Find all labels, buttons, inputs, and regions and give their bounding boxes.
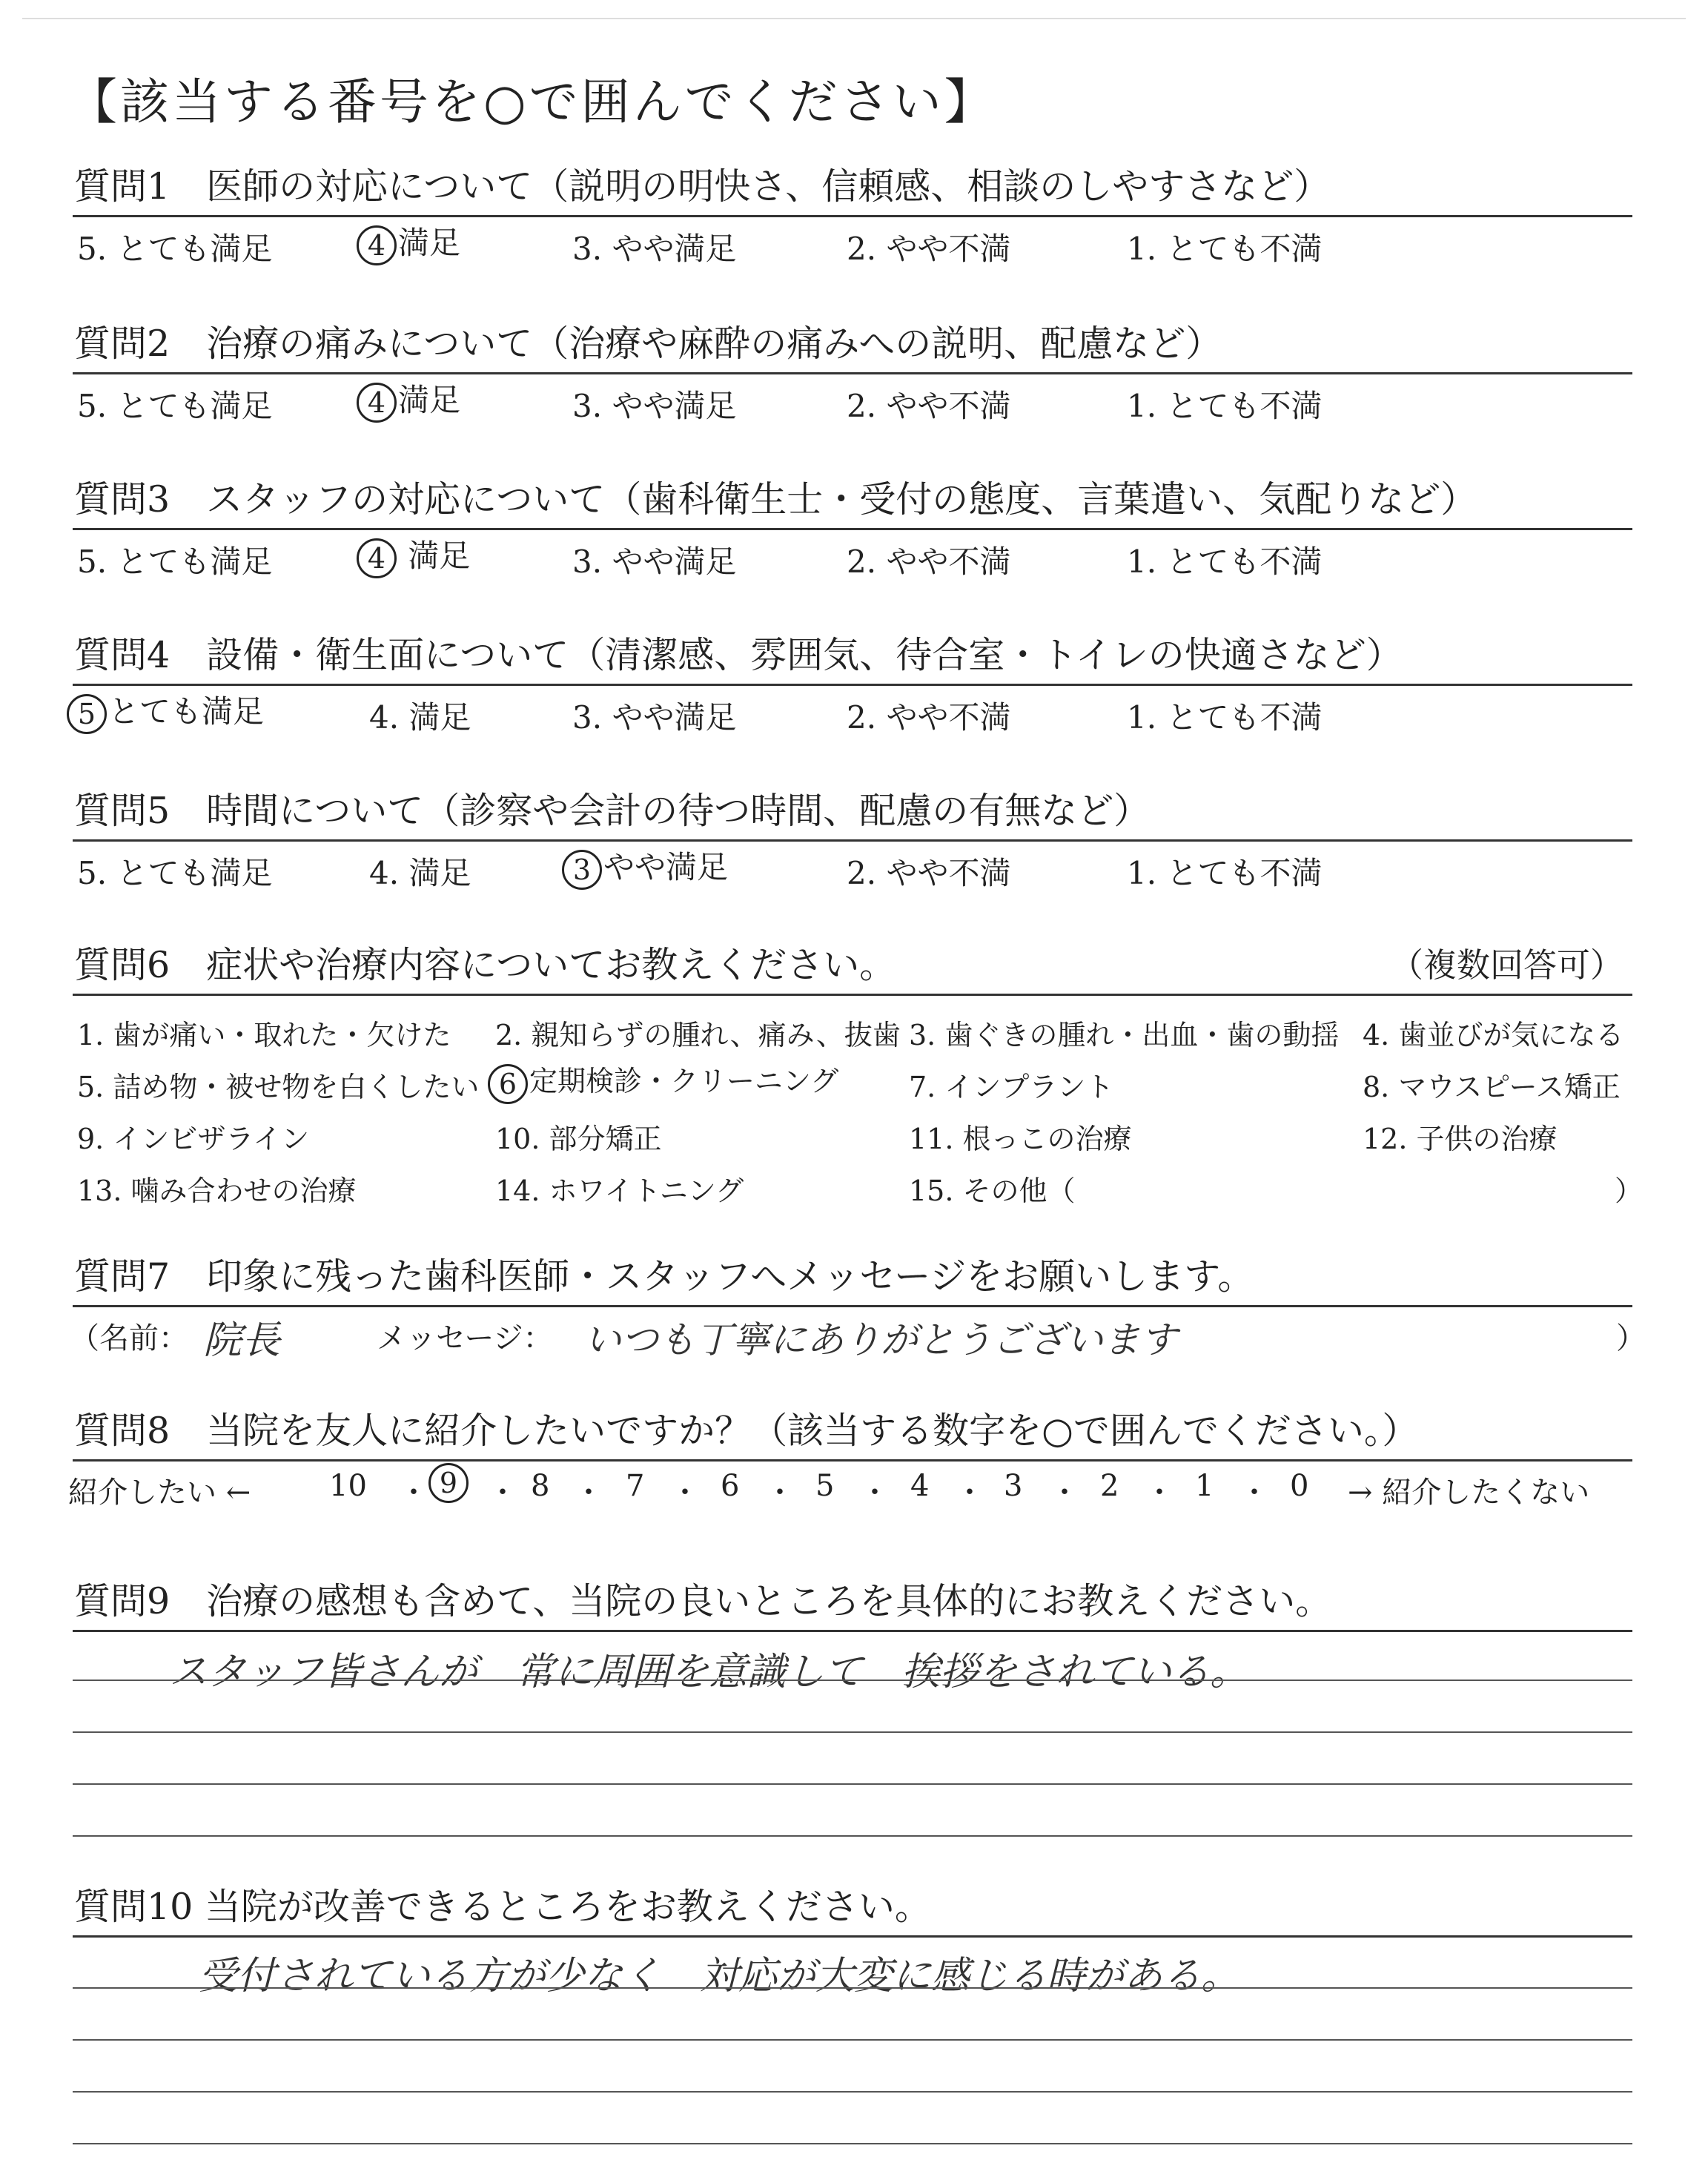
symptom-item[interactable]: 10. 部分矯正 — [495, 1123, 662, 1155]
dot: ・ — [860, 1476, 890, 1510]
question-6-title — [73, 942, 1632, 989]
writing-line — [73, 1680, 1632, 1681]
question-5-options — [73, 842, 1632, 889]
symptom-item-other[interactable]: 15. その他（ — [909, 1175, 1076, 1207]
option-1[interactable] — [1127, 382, 1322, 426]
option-num: 4. — [369, 855, 400, 891]
question-9-title: 質問9 治療の感想も含めて、当院の良いところを具体的にお教えください。 — [74, 1580, 1332, 1622]
option-3[interactable] — [572, 225, 736, 269]
option-label: 満足 — [408, 538, 471, 574]
option-2[interactable] — [847, 693, 1010, 738]
question-1-options — [73, 217, 1632, 265]
option-num: 1. — [1127, 231, 1157, 267]
recommend-right-label: → 紹介したくない — [1348, 1476, 1590, 1510]
option-label: 満足 — [398, 225, 461, 261]
option-label: とても不満 — [1166, 388, 1323, 424]
writing-line — [73, 1987, 1632, 1989]
option-label: やや満足 — [612, 544, 737, 580]
symptom-item[interactable]: 5. 詰め物・被せ物を白くしたい — [77, 1071, 480, 1103]
question-7-title: 質問7 印象に残った歯科医師・スタッフへメッセージをお願いします。 — [74, 1255, 1254, 1298]
symptom-item[interactable]: 12. 子供の治療 — [1363, 1123, 1558, 1155]
option-label: やや満足 — [603, 849, 729, 885]
selection-circle: 9 — [428, 1463, 469, 1503]
selection-circle: 4 — [357, 383, 397, 423]
option-label: やや満足 — [612, 231, 737, 267]
option-num: 1. — [1127, 855, 1157, 891]
message-label: メッセージ： — [377, 1321, 553, 1355]
option-5-selected[interactable] — [67, 687, 264, 734]
question-9 — [73, 1578, 1632, 1694]
symptom-item[interactable]: 9. インビザライン — [77, 1123, 310, 1155]
option-label: やや満足 — [612, 388, 737, 424]
score-5[interactable]: 5 — [815, 1469, 835, 1503]
dot: ・ — [955, 1476, 984, 1510]
question-4-title: 質問4 設備・衛生面について（清潔感、雰囲気、待合室・トイレの快適さなど） — [74, 634, 1403, 676]
option-num: 2. — [847, 231, 877, 267]
option-5[interactable] — [77, 382, 272, 426]
dot: ・ — [1239, 1476, 1269, 1510]
option-label: とても不満 — [1166, 855, 1323, 891]
option-3[interactable] — [572, 693, 736, 738]
selection-circle: 4 — [357, 538, 397, 578]
symptom-item[interactable]: 14. ホワイトニング — [495, 1175, 744, 1207]
option-3[interactable] — [572, 382, 736, 426]
option-3[interactable] — [572, 538, 736, 582]
score-0[interactable]: 0 — [1290, 1469, 1309, 1503]
option-2[interactable] — [847, 382, 1010, 426]
dot: ・ — [765, 1476, 795, 1510]
option-3-selected[interactable] — [562, 843, 728, 890]
question-4-options — [73, 686, 1632, 736]
question-3-options — [73, 530, 1632, 578]
option-label: 満足 — [408, 855, 471, 891]
option-num: 5. — [77, 855, 107, 891]
symptom-item[interactable]: 4. 歯並びが気になる — [1363, 1019, 1624, 1051]
symptom-item[interactable]: 13. 噛み合わせの治療 — [77, 1175, 357, 1207]
dot: ・ — [1145, 1476, 1174, 1510]
option-4[interactable] — [369, 849, 471, 894]
option-4[interactable] — [369, 693, 471, 738]
option-num: 2. — [847, 544, 877, 580]
question-2-options — [73, 374, 1632, 422]
writing-line — [73, 1731, 1632, 1733]
option-4-selected[interactable] — [357, 376, 460, 423]
question-1-title: 質問1 医師の対応について（説明の明快さ、信頼感、相談のしやすさなど） — [74, 165, 1331, 208]
option-2[interactable] — [847, 225, 1010, 269]
option-label: やや不満 — [886, 699, 1011, 736]
writing-line — [73, 2143, 1632, 2144]
score-9-selected[interactable] — [428, 1463, 470, 1503]
option-num: 3. — [572, 388, 603, 424]
option-num: 1. — [1127, 544, 1157, 580]
rule — [73, 1630, 1632, 1632]
question-8 — [68, 1407, 1632, 1510]
option-num: 3. — [572, 544, 603, 580]
selection-circle: 5 — [67, 694, 107, 734]
symptom-checklist — [73, 996, 1644, 1218]
option-4-selected[interactable] — [357, 219, 460, 265]
option-1[interactable] — [1127, 693, 1322, 738]
dot: ・ — [670, 1476, 700, 1510]
option-1[interactable] — [1127, 538, 1322, 582]
score-10[interactable]: 10 — [329, 1469, 367, 1503]
multiple-answer-note: （複数回答可） — [1389, 945, 1623, 985]
option-1[interactable] — [1127, 225, 1322, 269]
option-label: やや不満 — [886, 855, 1011, 891]
option-num: 1. — [1127, 699, 1157, 736]
question-6-title-text: 質問6 症状や治療内容についてお教えください。 — [74, 944, 896, 986]
dot: ・ — [574, 1476, 603, 1510]
symptom-item[interactable]: 3. 歯ぐきの腫れ・出血・歯の動揺 — [909, 1019, 1340, 1051]
option-num: 5. — [77, 544, 107, 580]
selection-circle: 4 — [357, 225, 397, 265]
writing-line — [73, 1783, 1632, 1785]
symptom-item-6-selected[interactable] — [488, 1058, 838, 1104]
question-10 — [73, 1883, 1632, 1998]
score-4[interactable]: 4 — [910, 1469, 930, 1503]
option-5[interactable] — [77, 225, 272, 269]
option-label: 満足 — [408, 699, 471, 736]
symptom-item[interactable]: 7. インプラント — [909, 1071, 1114, 1103]
instruction-header: 【該当する番号を○で囲んでください】 — [68, 73, 996, 131]
symptom-item[interactable]: 8. マウスピース矯正 — [1363, 1071, 1621, 1103]
selection-circle: 3 — [562, 850, 602, 890]
question-5-title: 質問5 時間について（診察や会計の待つ時間、配慮の有無など） — [74, 790, 1151, 832]
question-2 — [73, 320, 1632, 422]
q9-answer[interactable]: スタッフ皆さんが 常に周囲を意識して 挨拶をされている。 — [169, 1650, 1249, 1694]
option-label: とても満足 — [116, 855, 273, 891]
option-num: 1. — [1127, 388, 1157, 424]
question-5 — [73, 787, 1632, 889]
writing-line — [73, 2091, 1632, 2093]
score-2[interactable]: 2 — [1100, 1469, 1119, 1503]
option-label: とても満足 — [116, 544, 273, 580]
option-4-selected[interactable] — [357, 532, 470, 578]
message-close-paren: ） — [1616, 1321, 1646, 1355]
option-label: 満足 — [398, 382, 461, 418]
dot: ・ — [488, 1476, 517, 1510]
option-label: とても不満 — [1166, 231, 1323, 267]
question-1 — [73, 163, 1632, 265]
option-num: 2. — [847, 855, 877, 891]
option-label: とても不満 — [1166, 699, 1323, 736]
option-num: 4. — [369, 699, 400, 736]
question-2-title: 質問2 治療の痛みについて（治療や麻酔の痛みへの説明、配慮など） — [74, 323, 1222, 365]
score-8[interactable]: 8 — [531, 1469, 550, 1503]
dot: ・ — [399, 1476, 428, 1510]
question-10-title: 質問10 当院が改善できるところをお教えください。 — [74, 1886, 931, 1928]
score-6[interactable]: 6 — [721, 1469, 740, 1503]
score-7[interactable]: 7 — [626, 1469, 645, 1503]
symptom-item[interactable]: 1. 歯が痛い・取れた・欠けた — [77, 1019, 451, 1051]
symptom-item[interactable]: 2. 親知らずの腫れ、痛み、抜歯 — [495, 1019, 901, 1051]
recommend-scale — [68, 1462, 1632, 1510]
option-num: 5. — [77, 231, 107, 267]
rule — [73, 1935, 1632, 1938]
q10-answer[interactable]: 受付されている方が少なく 対応が大変に感じる時がある。 — [199, 1954, 1240, 1998]
score-3[interactable]: 3 — [1004, 1469, 1023, 1503]
selection-circle: 6 — [488, 1064, 528, 1104]
question-3-title: 質問3 スタッフの対応について（歯科衛生士・受付の態度、言葉遣い、気配りなど） — [74, 478, 1477, 521]
question-7-answer — [70, 1307, 1646, 1363]
symptom-label: 定期検診・クリーニング — [529, 1065, 839, 1097]
top-edge — [22, 18, 1686, 19]
option-label: やや不満 — [886, 544, 1011, 580]
option-label: やや不満 — [886, 388, 1011, 424]
option-label: やや満足 — [612, 699, 737, 736]
option-2[interactable] — [847, 538, 1010, 582]
option-label: とても満足 — [108, 693, 265, 730]
writing-line — [73, 2039, 1632, 2041]
option-1[interactable] — [1127, 849, 1322, 894]
option-2[interactable] — [847, 849, 1010, 894]
option-label: とても満足 — [116, 388, 273, 424]
option-5[interactable] — [77, 538, 272, 582]
name-value[interactable]: 院長 — [203, 1318, 281, 1363]
option-num: 3. — [572, 231, 603, 267]
option-label: とても不満 — [1166, 544, 1323, 580]
option-num: 2. — [847, 699, 877, 736]
name-label: （名前： — [70, 1321, 188, 1355]
recommend-left-label: 紹介したい ← — [68, 1476, 251, 1510]
other-close-paren: ） — [1615, 1175, 1644, 1207]
option-label: とても満足 — [116, 231, 273, 267]
option-5[interactable] — [77, 849, 272, 894]
writing-line — [73, 1835, 1632, 1837]
option-label: やや不満 — [886, 231, 1011, 267]
question-8-title: 質問8 当院を友人に紹介したいですか？（該当する数字を○で囲んでください。） — [74, 1410, 1419, 1452]
question-6 — [73, 942, 1644, 1218]
symptom-item[interactable]: 11. 根っこの治療 — [909, 1123, 1132, 1155]
score-1[interactable]: 1 — [1195, 1469, 1214, 1503]
question-4 — [73, 632, 1632, 736]
option-num: 3. — [572, 699, 603, 736]
message-value[interactable]: いつも丁寧にありがとうございます — [584, 1318, 1177, 1361]
question-7 — [70, 1253, 1646, 1363]
option-num: 2. — [847, 388, 877, 424]
dot: ・ — [1050, 1476, 1079, 1510]
question-3 — [73, 476, 1632, 578]
option-num: 5. — [77, 388, 107, 424]
